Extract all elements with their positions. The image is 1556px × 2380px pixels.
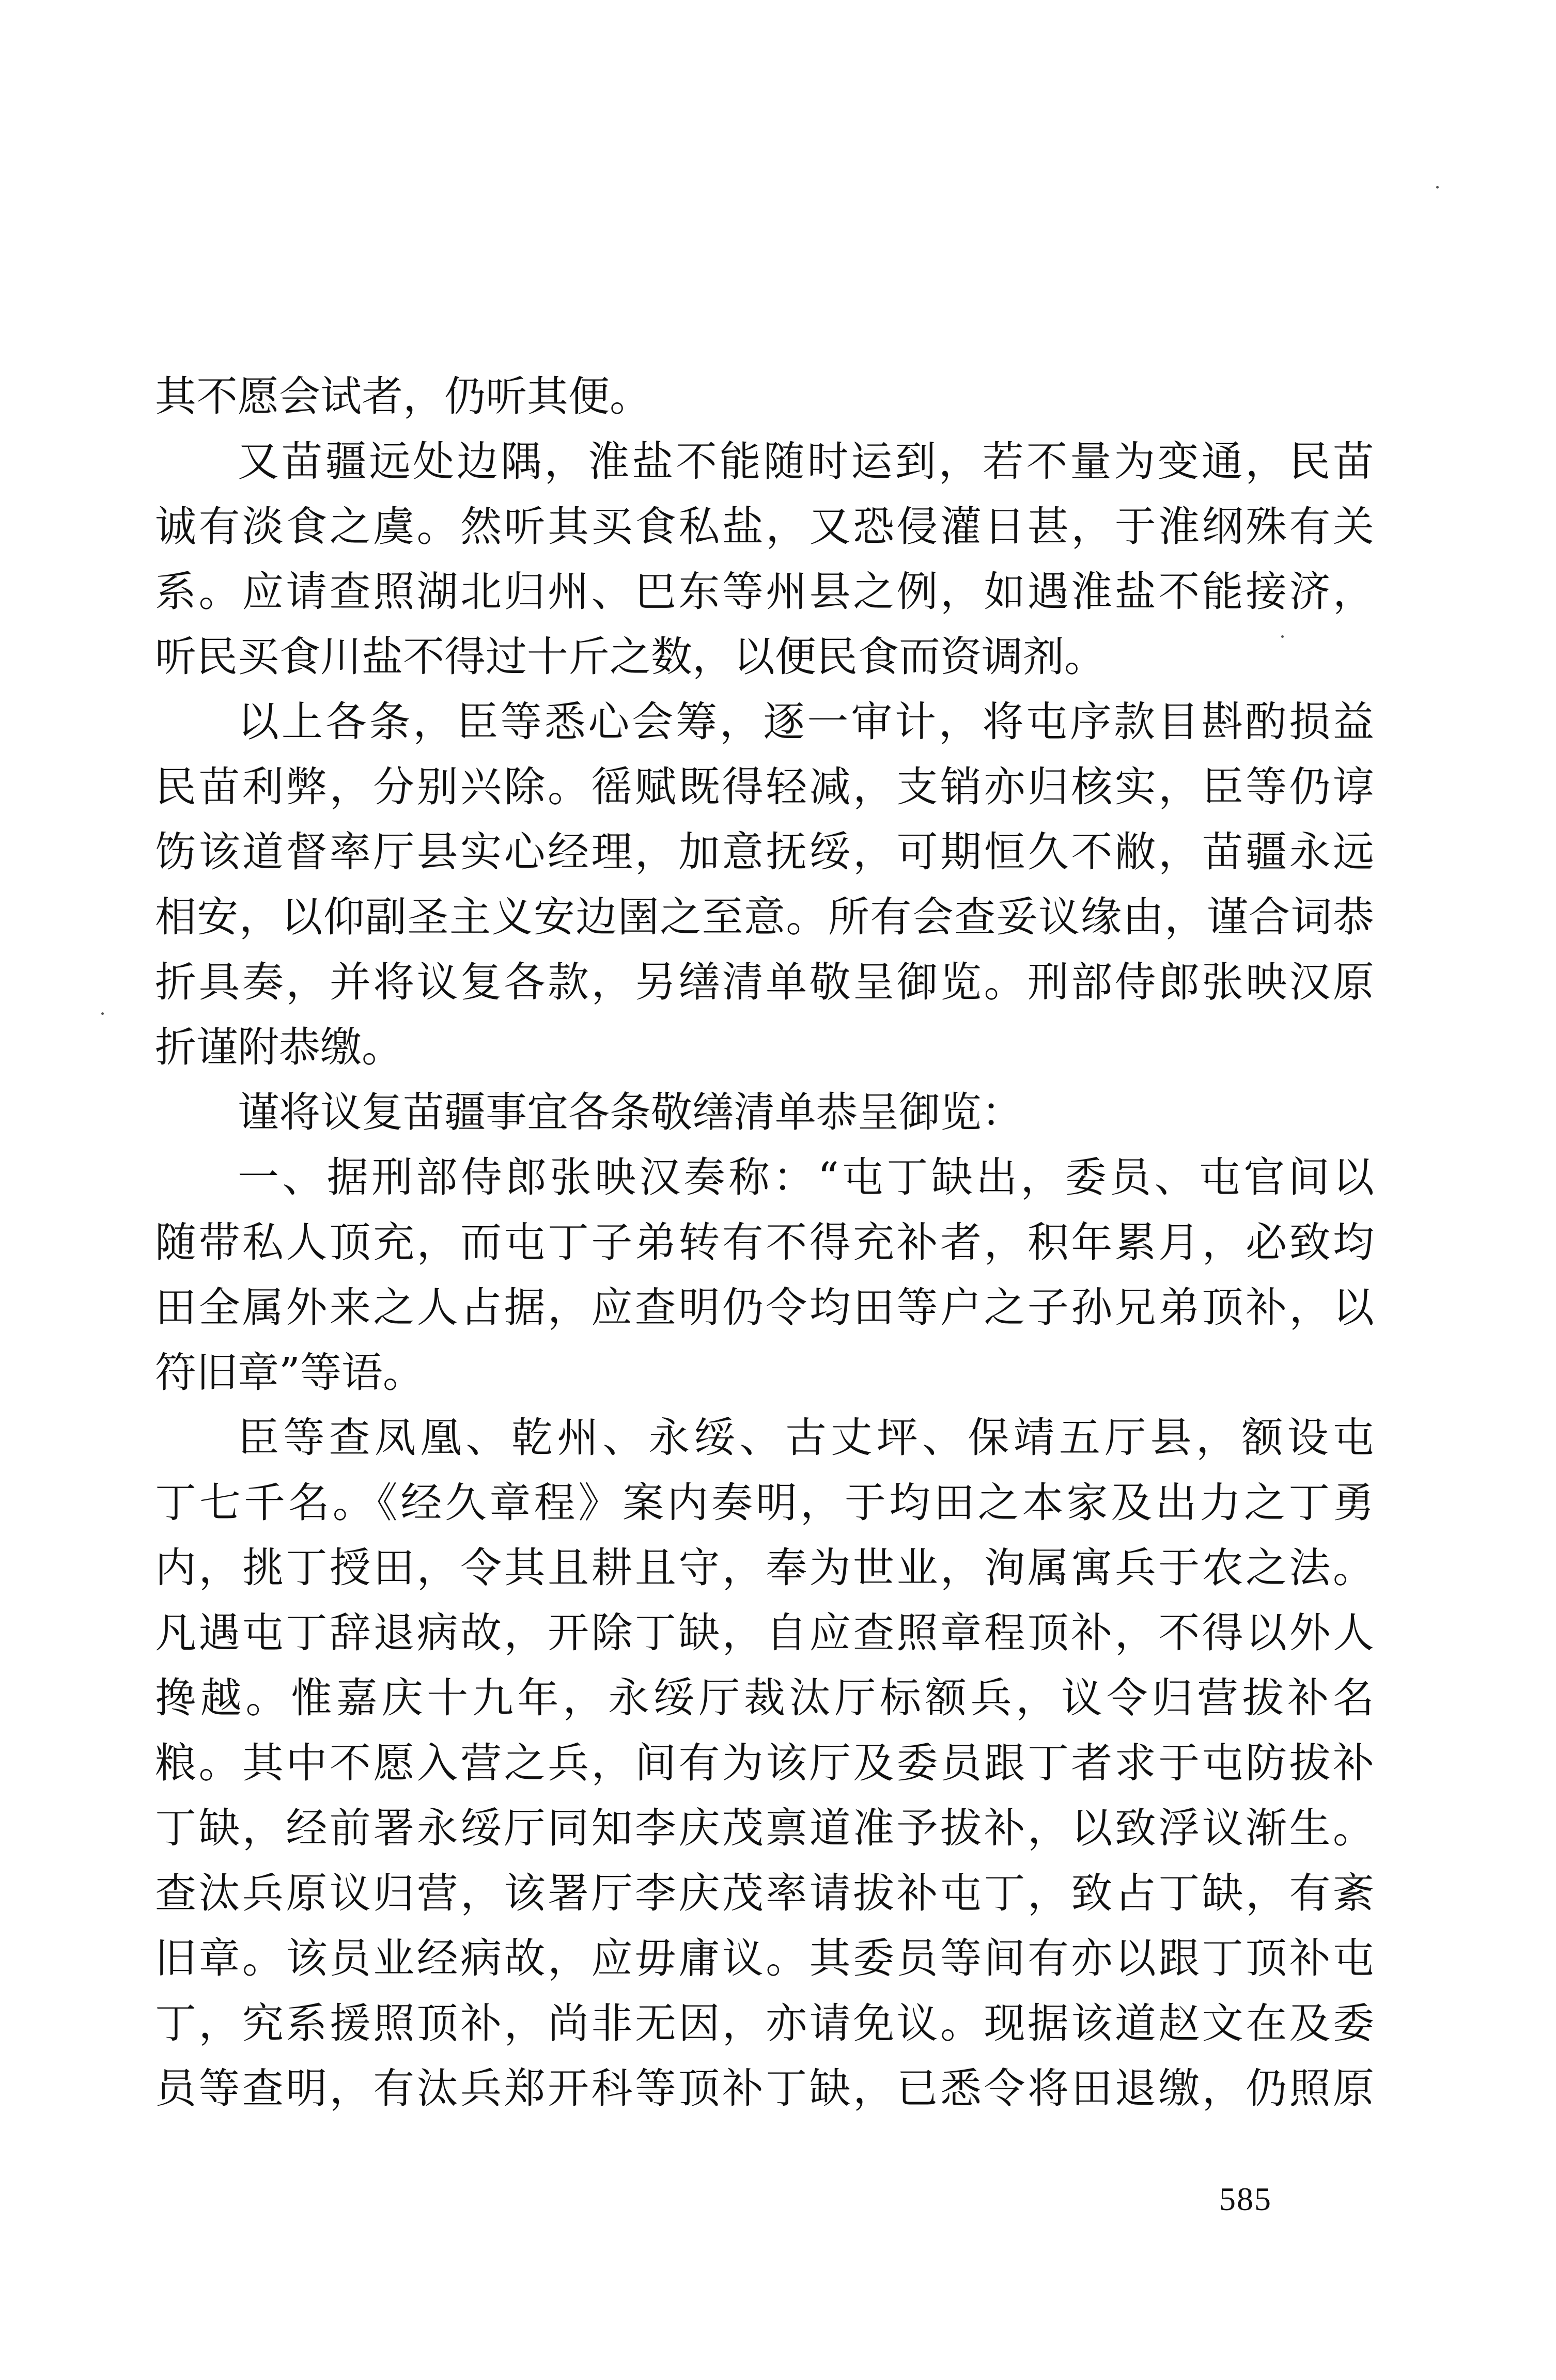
- text-line: 旧章。该员业经病故，应毋庸议。其委员等间有亦以跟丁顶补屯: [155, 1934, 1374, 1982]
- text-line: 听民买食川盐不得过十斤之数，以便民食而资调剂。: [155, 633, 1106, 681]
- text-line: 以上各条，臣等悉心会筹，逐一审计，将屯序款目斟酌损益: [238, 698, 1374, 746]
- text-line: 系。应请查照湖北归州、巴东等州县之例，如遇淮盐不能接济，: [155, 568, 1374, 616]
- text-line: 丁七千名。《经久章程》案内奏明，于均田之本家及出力之丁勇: [155, 1479, 1374, 1527]
- text-line: 查汰兵原议归营，该署厅李庆茂率请拔补屯丁，致占丁缺，有紊: [155, 1869, 1374, 1917]
- text-line: 臣等查凤凰、乾州、永绥、古丈坪、保靖五厅县，额设屯: [238, 1414, 1374, 1462]
- text-line: 员等查明，有汰兵郑开科等顶补丁缺，已悉令将田退缴，仍照原: [155, 2064, 1374, 2112]
- text-line: 搀越。惟嘉庆十九年，永绥厅裁汰厅标额兵，议令归营拔补名: [155, 1674, 1374, 1722]
- text-line: 又苗疆远处边隅，淮盐不能随时运到，若不量为变通，民苗: [238, 437, 1374, 486]
- scan-speck: [1281, 635, 1284, 638]
- page-number: 585: [1219, 2181, 1272, 2217]
- text-line: 诚有淡食之虞。然听其买食私盐，又恐侵灌日甚，于淮纲殊有关: [155, 503, 1374, 551]
- scan-speck: [1436, 186, 1439, 189]
- text-line: 饬该道督率厅县实心经理，加意抚绥，可期恒久不敝，苗疆永远: [155, 828, 1374, 876]
- text-line: 折谨附恭缴。: [155, 1023, 403, 1071]
- text-line: 粮。其中不愿入营之兵，间有为该厅及委员跟丁者求于屯防拔补: [155, 1739, 1374, 1787]
- text-line: 丁，究系援照顶补，尚非无因，亦请免议。现据该道赵文在及委: [155, 1999, 1374, 2047]
- text-line: 折具奏，并将议复各款，另缮清单敬呈御览。刑部侍郎张映汉原: [155, 958, 1374, 1006]
- text-line: 内，挑丁授田，令其且耕且守，奉为世业，洵属寓兵于农之法。: [155, 1544, 1374, 1592]
- text-line: 田全属外来之人占据，应查明仍令均田等户之子孙兄弟顶补，以: [155, 1283, 1374, 1332]
- text-line: 丁缺，经前署永绥厅同知李庆茂禀道准予拔补，以致浮议渐生。: [155, 1804, 1374, 1852]
- text-line: 相安，以仰副圣主义安边圉之至意。所有会查妥议缘由，谨合词恭: [155, 893, 1374, 941]
- text-line: 民苗利弊，分别兴除。徭赋既得轻减，支销亦归核实，臣等仍谆: [155, 763, 1374, 811]
- text-line: 随带私人顶充，而屯丁子弟转有不得充补者，积年累月，必致均: [155, 1218, 1374, 1266]
- text-line: 谨将议复苗疆事宜各条敬缮清单恭呈御览：: [238, 1088, 1023, 1136]
- text-line: 凡遇屯丁辞退病故，开除丁缺，自应查照章程顶补，不得以外人: [155, 1609, 1374, 1657]
- text-line: 其不愿会试者，仍听其便。: [155, 372, 651, 420]
- text-line: 一、据刑部侍郎张映汉奏称：“屯丁缺出，委员、屯官间以: [238, 1153, 1374, 1201]
- text-line: 符旧章”等语。: [155, 1349, 424, 1397]
- scan-speck: [101, 1012, 104, 1015]
